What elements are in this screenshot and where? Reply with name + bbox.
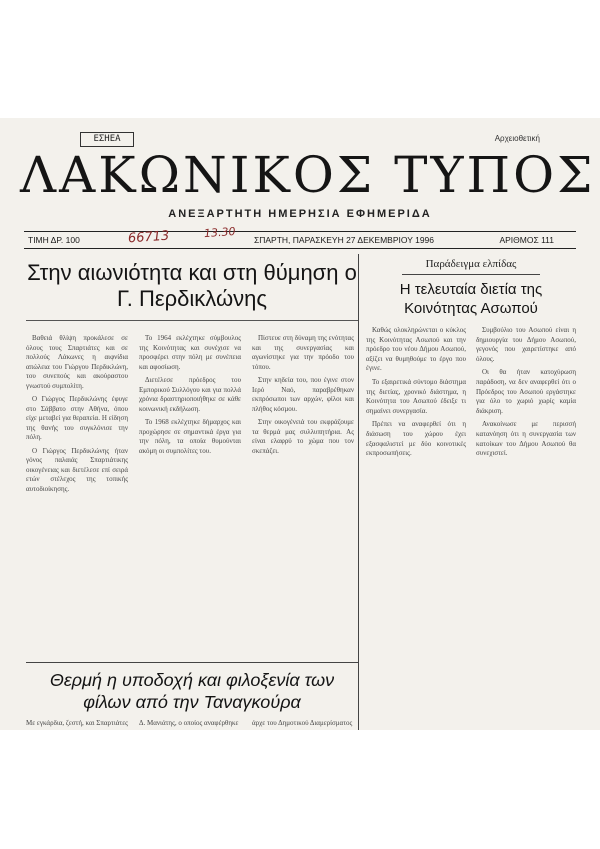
newspaper-title: ΛΑΚΩΝΙΚΟΣ ΤΥΠΟΣ: [20, 146, 596, 204]
paragraph: Το 1968 εκλέχτηκε δήμαρχος και προχώρησε σε σημαντικά έργα για την πόλη, τα οποία θυμούνται ακόμη οι συμπολίτες του.: [139, 418, 241, 455]
main-column-3: [252, 334, 354, 634]
main-headline: Στην αιωνιότητα και στη θύμηση ο Γ. Περδικλώνης: [27, 260, 357, 311]
right-headline: Η τελευταία διετία της Κοινότητας Ασωπού: [399, 281, 543, 317]
bottom-column-2: Δ. Μανιάτης, ο οποίος αναφέρθηκε: [139, 719, 239, 727]
bottom-headline: Θερμή η υποδοχή και φιλοξενία των φίλων από την Ταναγκούρα: [49, 670, 335, 712]
right-column-2: [476, 326, 576, 730]
newspaper-page: [0, 118, 600, 730]
issue-date: ΣΠΑΡΤΗ, ΠΑΡΑΣΚΕΥΗ 27 ΔΕΚΕΜΒΡΙΟΥ 1996: [254, 235, 435, 245]
price-label: ΤΙΜΗ ΔΡ. 100: [28, 235, 80, 245]
paragraph: Πρέπει να αναφερθεί ότι η διάσωση του χώρου έχει εξασφαλιστεί με δύο κοινοτικές εκπροσωπήσεις.: [366, 420, 466, 458]
handwritten-time: 13.30: [203, 224, 236, 241]
paragraph: Διετέλεσε πρόεδρος του Εμπορικού Συλλόγου και για πολλά χρόνια δραστηριοποιήθηκε σε κάθε κοινωνική εκδήλωση.: [139, 376, 241, 413]
bottom-column-3: άρχε του Δημοτικού Διαμερίσματος: [252, 719, 353, 727]
issue-number: ΑΡΙΘΜΟΣ 111: [499, 235, 554, 245]
main-story: [26, 254, 359, 662]
right-story: [366, 254, 576, 730]
union-logo: ΕΣΗΕΑ: [80, 132, 134, 147]
dateline-bar: [24, 228, 576, 249]
paragraph: Ο Γιώργος Περδικλώνης ήταν γόνος παλαιάς Σπαρτιάτικης οικογένειας και διετέλεσε επί σειρά ετών στέλεχος της τοπικής αυτοδιοίκησης.: [26, 446, 128, 493]
paragraph: Στην οικογένειά του εκφράζουμε τα θερμά μας συλλυπητήρια. Ας είναι ελαφρύ το χώμα που τον σκεπάζει.: [252, 418, 354, 455]
right-column-1: [366, 326, 466, 730]
main-column-2: [139, 334, 241, 634]
kicker-rule: [402, 274, 540, 275]
paragraph: Στην κηδεία του, που έγινε στον Ιερό Ναό, παραβρέθηκαν εκπρόσωποι των αρχών, φίλοι και πλήθος κόσμου.: [252, 376, 354, 413]
bottom-story: [26, 662, 359, 730]
paragraph: Συμβούλιο του Ασωπού είναι η δημιουργία του Δήμου Ασωπού, γεγονός που χαιρετίστηκε από όλους.: [476, 326, 576, 363]
headline-rule: [26, 320, 358, 321]
paragraph: Ανακοίνωσε με περισσή κατανόηση ότι η συνεργασία των κατοίκων του Δήμου Ασωπού θα συνεχιστεί.: [476, 420, 576, 458]
paragraph: Το 1964 εκλέχτηκε σύμβουλος της Κοινότητας και συνέχισε να προσφέρει στην πόλη με συνέπεια και αφοσίωση.: [139, 334, 241, 371]
paragraph: Ο Γιώργος Περδικλώνης έφυγε στο Σάββατο στην Αθήνα, όπου είχε μεταβεί για θεραπεία. Η είδηση της θανής του συγκλόνισε την πόλη.: [26, 395, 128, 441]
bottom-column-1: Με εγκάρδια, ζεστή, και Σπαρτιάτες: [26, 719, 128, 727]
archive-stamp: Αρχειοθετική: [494, 134, 540, 143]
paragraph: Οι θα ήταν κατοχύρωση παράδοση, να δεν αναφερθεί ότι ο Πρόεδρος του Ασωπού εργάστηκε για όλο το χωριό χωρίς καμία διάκριση.: [476, 368, 576, 415]
main-column-1: [26, 334, 128, 634]
right-kicker: Παράδειγμα ελπίδας: [425, 258, 517, 270]
handwritten-note: 66713: [127, 228, 170, 247]
paragraph: Βαθειά θλίψη προκάλεσε σε όλους τους Σπαρτιάτες και σε πολλούς Λάκωνες η αιφνίδια απώλεια του Γιώργου Περδικλώνη, του συνεπούς και ακούραστου γνωστού συμπολίτη.: [26, 334, 128, 390]
paragraph: Πίστευε στη δύναμη της ενότητας και της συνεργασίας και αγωνίστηκε για την πρόοδο του τόπου.: [252, 334, 354, 371]
newspaper-subtitle: ΑΝΕΞΑΡΤΗΤΗ ΗΜΕΡΗΣΙΑ ΕΦΗΜΕΡΙΔΑ: [168, 208, 432, 220]
paragraph: Καθώς ολοκληρώνεται ο κύκλος της Κοινότητας Ασωπού και την πρόεδρο του νέου Δήμου Ασωπού, αξίζει να θυμηθούμε το έργο που έγινε.: [366, 326, 466, 373]
paragraph: Το εξαιρετικά σύντομο διάστημα της διετίας, χρονικό διάστημα, η Κοινότητα του Ασωπού έδειξε τι σημαίνει συνεργασία.: [366, 377, 466, 415]
